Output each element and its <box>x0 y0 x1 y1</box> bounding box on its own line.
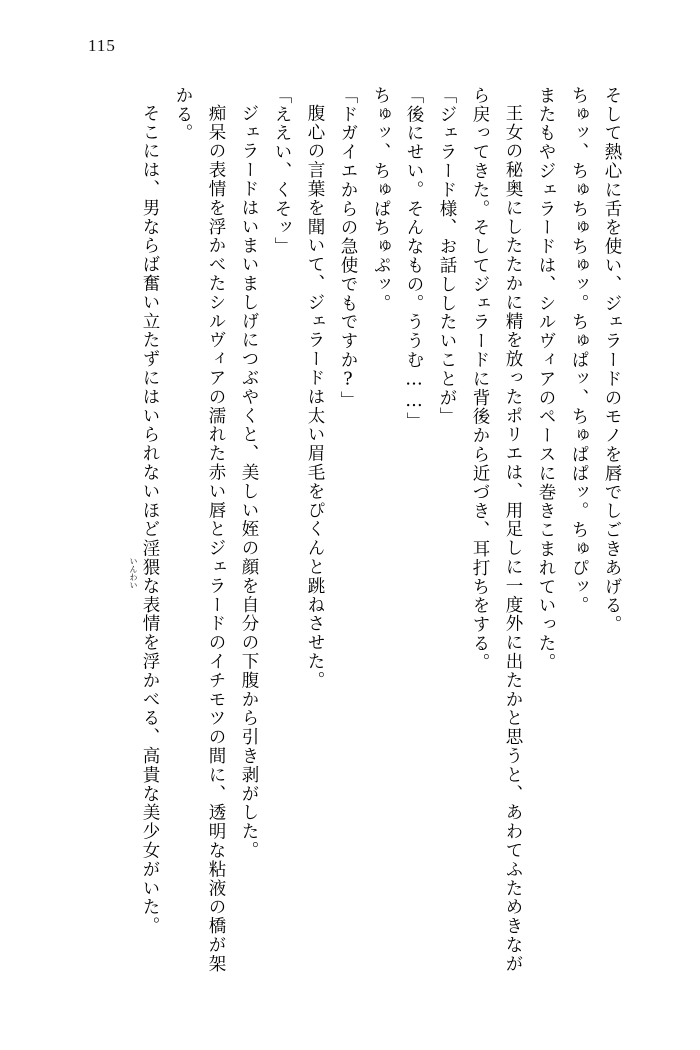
paragraph: 腹心の言葉を聞いて、ジェラードは太い眉毛をぴくんと跳ねさせた。 <box>305 104 325 690</box>
paragraph: 「後にせい。そんなもの。ううむ……」 <box>404 86 424 432</box>
paragraph: ちゅッ、ちゅちゅちゅッ。ちゅぱッ、ちゅぱぱッ。ちゅぴッ。 <box>569 86 589 616</box>
paragraph: ジェラードはいまいましげにつぶやくと、美しい姪の顔を自分の下腹から引き剥がした。 <box>239 104 259 860</box>
ruby-base: 淫猥 <box>140 538 160 577</box>
paragraph: またもやジェラードは、シルヴィアのペースに巻きこまれていった。 <box>536 86 556 672</box>
paragraph: ちゅッ、ちゅぱちゅぷッ。 <box>371 86 391 313</box>
ruby-reading: いんわい <box>129 556 138 589</box>
page-text-body <box>129 86 628 986</box>
paragraph: 痴呆の表情を浮かべたシルヴィアの濡れた赤い唇とジェラードのイチモツの間に、透明な粘液の橋が架かる。 <box>173 86 226 974</box>
paragraph: 「ドガイエからの急使でもですか?」 <box>338 86 358 410</box>
paragraph: 王女の秘奥にしたたかに精を放ったポリエは、用足しに一度外に出たかと思うと、あわてふためきながら戻ってきた。そしてジェラードに背後から近づき、耳打ちをする。 <box>470 86 523 974</box>
paragraph: そして熱心に舌を使い、ジェラードのモノを唇でしごきあげる。 <box>602 86 622 635</box>
paragraph-text-part-2: な表情を浮かべる、高貴な美少女がいた。 <box>140 576 160 936</box>
paragraph: 「ええい、くそッ」 <box>272 86 292 257</box>
ruby-annotation <box>129 538 160 589</box>
page-number: 115 <box>88 36 116 55</box>
paragraph-text-part-1: そこには、男ならば奮い立たずにはいられないほど <box>140 104 160 539</box>
paragraph: 「ジェラード様、お話ししたいことが」 <box>437 86 457 427</box>
paragraph-with-ruby <box>129 86 166 986</box>
